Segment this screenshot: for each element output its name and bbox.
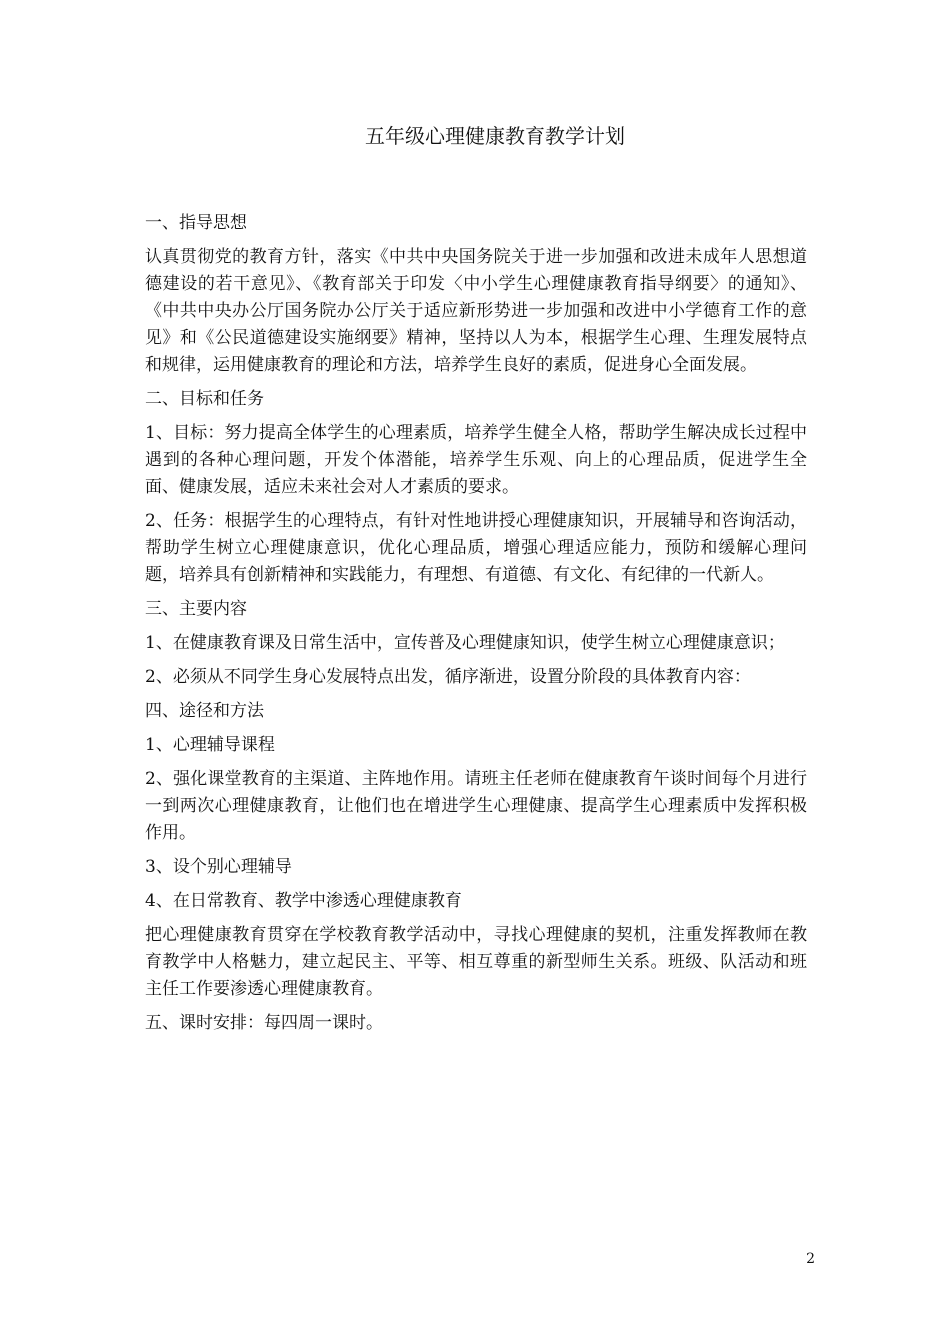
- paragraph-method-4: 4、在日常教育、教学中渗透心理健康教育: [145, 891, 462, 911]
- section-heading-main-content: 三、主要内容: [145, 599, 247, 619]
- paragraph-goals: 1、目标：努力提高全体学生的心理素质，培养学生健全人格，帮助学生解决成长过程中遇到的各种心理问题，开发个体潜能，培养学生乐观、向上的心理品质，促进学生全面、健康发展，适应未来社会对人才素质的要求。: [145, 423, 807, 497]
- paragraph-content-2: 2、必须从不同学生身心发展特点出发，循序渐进，设置分阶段的具体教育内容：: [145, 667, 751, 687]
- paragraph-tasks: 2、任务：根据学生的心理特点，有针对性地讲授心理健康知识，开展辅导和咨询活动，帮助学生树立心理健康意识，优化心理品质，增强心理适应能力，预防和缓解心理问题，培养具有创新精神和实践能力，有理想、有道德、有文化、有纪律的一代新人。: [145, 511, 807, 585]
- paragraph-method-detail: 把心理健康教育贯穿在学校教育教学活动中，寻找心理健康的契机，注重发挥教师在教育教学中人格魅力，建立起民主、平等、相互尊重的新型师生关系。班级、队活动和班主任工作要渗透心理健康教育。: [145, 925, 807, 999]
- paragraph-method-2: 2、强化课堂教育的主渠道、主阵地作用。请班主任老师在健康教育午谈时间每个月进行一到两次心理健康教育，让他们也在增进学生心理健康、提高学生心理素质中发挥积极作用。: [145, 769, 807, 843]
- paragraph-guiding-ideology: 认真贯彻党的教育方针，落实《中共中央国务院关于进一步加强和改进未成年人思想道德建设的若干意见》、《教育部关于印发〈中小学生心理健康教育指导纲要〉的通知》、《中共中央办公厅国务院办公厅关于适应新形势进一步加强和改进中小学德育工作的意见》和《公民道德建设实施纲要》精神，坚持以人为本，根据学生心理、生理发展特点和规律，运用健康教育的理论和方法，培养学生良好的素质，促进身心全面发展。: [145, 247, 807, 375]
- paragraph-content-1: 1、在健康教育课及日常生活中，宣传普及心理健康知识，使学生树立心理健康意识；: [145, 633, 785, 653]
- section-heading-goals-tasks: 二、目标和任务: [145, 389, 264, 409]
- document-title: 五年级心理健康教育教学计划: [365, 124, 625, 148]
- paragraph-method-3: 3、设个别心理辅导: [145, 857, 292, 877]
- section-heading-schedule: 五、课时安排：每四周一课时。: [145, 1013, 383, 1033]
- section-heading-guiding-ideology: 一、指导思想: [145, 213, 247, 233]
- paragraph-method-1: 1、心理辅导课程: [145, 735, 275, 755]
- section-heading-methods: 四、途径和方法: [145, 701, 264, 721]
- document-body: [145, 210, 807, 1044]
- page-number: 2: [806, 1251, 815, 1267]
